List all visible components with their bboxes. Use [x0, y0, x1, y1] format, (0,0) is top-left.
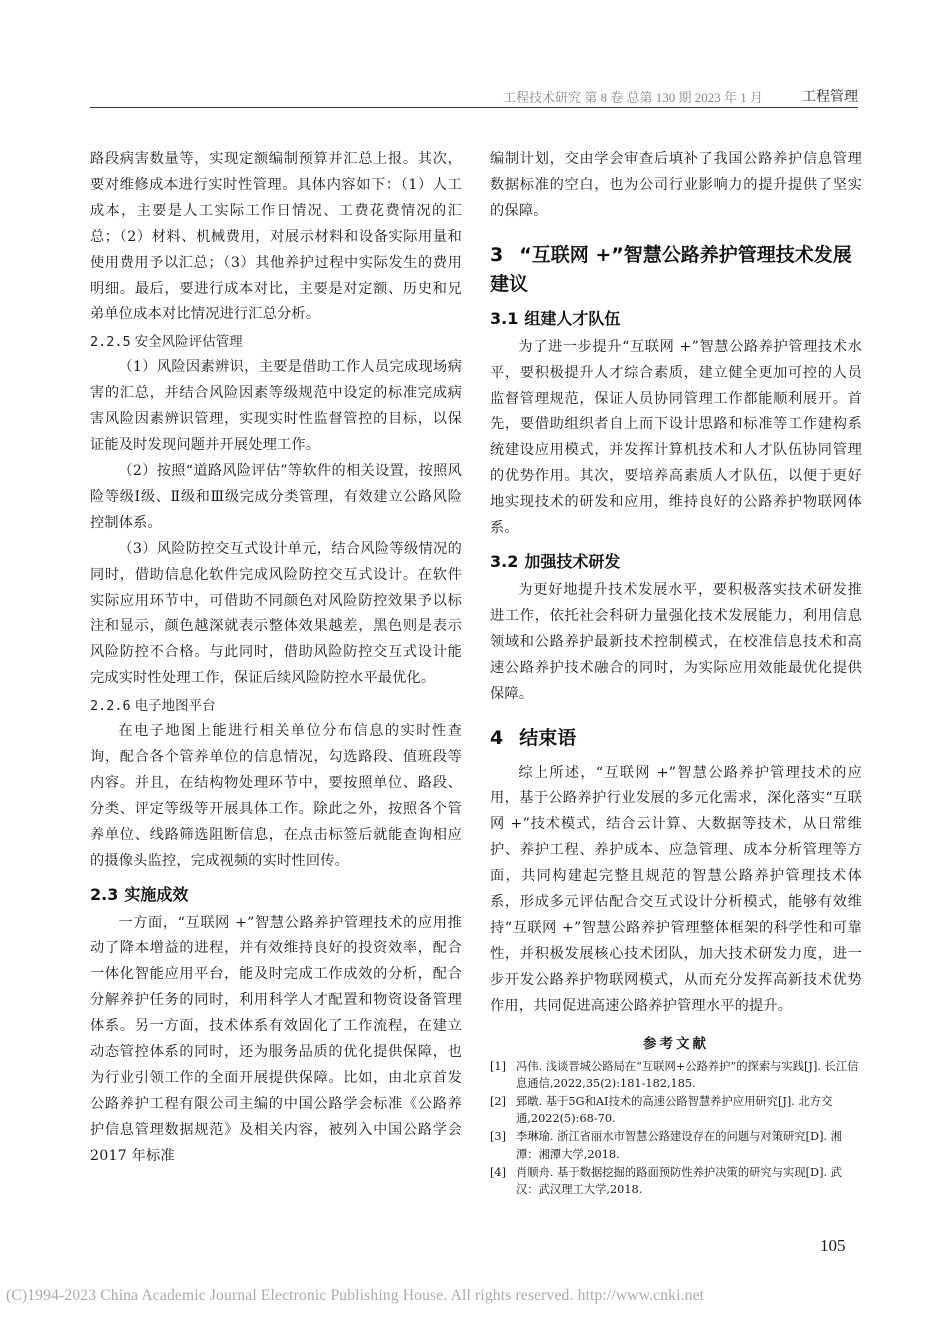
section-label: 工程管理: [802, 89, 858, 105]
paragraph: （3）风险防控交互式设计单元，结合风险等级情况的同时，借助信息化软件完成风险防控交互式设计。在软件实际应用环节中，可借助不同颜色对风险防控效果予以标注和显示，颜色越深就表示整体效果越差，黑色则是表示风险防控不合格。与此同时，借助风险防控交互式设计能完成实时性处理工作，保证后续风险防控水平最优化。: [90, 540, 462, 687]
paragraph: 为更好地提升技术发展水平，要积极落实技术研发推进工作，依托社会科研力量强化技术发展能力，利用信息领域和公路养护最新技术控制模式，在校准信息技术和高速公路养护技术融合的同时，为实际应用效能最优化提供保障。: [490, 581, 862, 702]
paragraph: 编制计划，交由学会审查后填补了我国公路养护信息管理数据标准的空白，也为公司行业影响力的提升提供了坚实的保障。: [490, 151, 862, 219]
reference-item: [2] 郅暾. 基于5G和AI技术的高速公路智慧养护应用研究[J]. 北方交通,2022(5):68-70.: [490, 1094, 833, 1126]
reference-item: [1] 冯伟. 浅谈晋城公路局在“互联网+公路养护”的探索与实践[J]. 长江信息通信,2022,35(2):181-182,185.: [490, 1059, 859, 1090]
paragraph: （2）按照“道路风险评估”等软件的相关设置，按照风险等级Ⅰ级、Ⅱ级和Ⅲ级完成分类管理，有效建立公路风险控制体系。: [90, 462, 462, 531]
paragraph: 在电子地图上能进行相关单位分布信息的实时性查询，配合各个管养单位的信息情况，勾选路段、值班段等内容。并且，在结构物处理环节中，要按照单位、路段、分类、评定等级等开展具体工作。除此之外，按照各个管养单位、线路筛选阻断信息，在点击标签后就能查询相应的摄像头监控，完成视频的实时性回传。: [90, 723, 462, 869]
left-column: [90, 147, 462, 1170]
subsection-heading-2-2-6: 2.2.6 电子地图平台: [90, 698, 216, 715]
references-title: 参考文献: [643, 1035, 709, 1052]
section-heading-3: 3 “互联网 +”智慧公路养护管理技术发展建议: [490, 243, 852, 295]
paragraph: 一方面，“互联网 +”智慧公路养护管理技术的应用推动了降本增益的进程，并有效维持良好的投资效率，配合一体化智能应用平台，能及时完成工作成效的分析，配合分解养护任务的同时，利用科学人才配置和物资设备管理体系。另一方面，技术体系有效固化了工作流程，在建立动态管控体系的同时，还为服务品质的优化提供保障，也为行业引领工作的全面开展提供保障。比如，由北京首发公路养护工程有限公司主编的中国公路学会标准《公路养护信息管理数据规范》及相关内容，被列入中国公路学会 2017 年标准: [90, 914, 462, 1164]
subsection-heading-2-2-5: 2.2.5 安全风险评估管理: [90, 334, 243, 351]
right-column: [490, 147, 862, 1199]
reference-list: [490, 1058, 862, 1199]
section-heading-3-1: 3.1 组建人才队伍: [490, 308, 621, 328]
page-number: 105: [820, 1236, 846, 1255]
copyright-footer: (C)1994-2023 China Academic Journal Electronic Publishing House. All rights reserved. http://www.cnki.net: [6, 1287, 705, 1304]
paragraph: （1）风险因素辨识，主要是借助工作人员完成现场病害的汇总，并结合风险因素等级规范中设定的标准完成病害风险因素辨识管理，实现实时性监督管控的目标，以保证能及时发现问题并开展处理工作。: [90, 359, 462, 454]
journal-info: 工程技术研究 第 8 卷 总第 130 期 2023 年 1 月: [502, 90, 763, 105]
reference-item: [3] 李琳瑜. 浙江省丽水市智慧公路建设存在的问题与对策研究[D]. 湘潭：湘潭大学,2018.: [490, 1130, 842, 1161]
section-heading-4: 4 结束语: [490, 726, 577, 749]
reference-item: [4] 肖顺舟. 基于数据挖掘的路面预防性养护决策的研究与实现[D]. 武汉：武汉理工大学,2018.: [490, 1165, 842, 1196]
section-heading-3-2: 3.2 加强技术研发: [490, 551, 621, 571]
section-heading-2-3: 2.3 实施成效: [90, 884, 189, 904]
paragraph: 为了进一步提升“互联网 +”智慧公路养护管理技术水平，要积极提升人才综合素质，建立健全更加可控的人员监督管理规范，保证人员协同管理工作都能顺利展开。首先，要借助组织者自上而下设计思路和标准等工作建构系统建设应用模式，并发挥计算机技术和人才队伍协同管理的优势作用。其次，要培养高素质人才队伍，以便于更好地实现技术的研发和应用，维持良好的公路养护物联网体系。: [490, 338, 862, 537]
paragraph: 综上所述，“互联网 +”智慧公路养护管理技术的应用，基于公路养护行业发展的多元化需求，深化落实“互联网 +”技术模式，结合云计算、大数据等技术，从日常维护、养护工程、养护成本、应急管理、成本分析管理等方面，共同构建起完整且规范的智慧公路养护管理技术体系，形成多元评估配合交互式设计分析模式，能够有效维持“互联网 +”智慧公路养护管理整体框架的科学性和可靠性，并积极发展核心技术团队，加大技术研发力度，进一步开发公路养护物联网模式，从而充分发挥高新技术优势作用，共同促进高速公路养护管理水平的提升。: [490, 764, 862, 1014]
paragraph: 路段病害数量等，实现定额编制预算并汇总上报。其次，要对维修成本进行实时性管理。具体内容如下：（1）人工成本，主要是人工实际工作日情况、工费花费情况的汇总；（2）材料、机械费用，对展示材料和设备实际用量和使用费用予以汇总；（3）其他养护过程中实际发生的费用明细。最后，要进行成本对比，主要是对定额、历史和兄弟单位成本对比情况进行汇总分析。: [90, 151, 462, 323]
running-header: [90, 85, 858, 108]
